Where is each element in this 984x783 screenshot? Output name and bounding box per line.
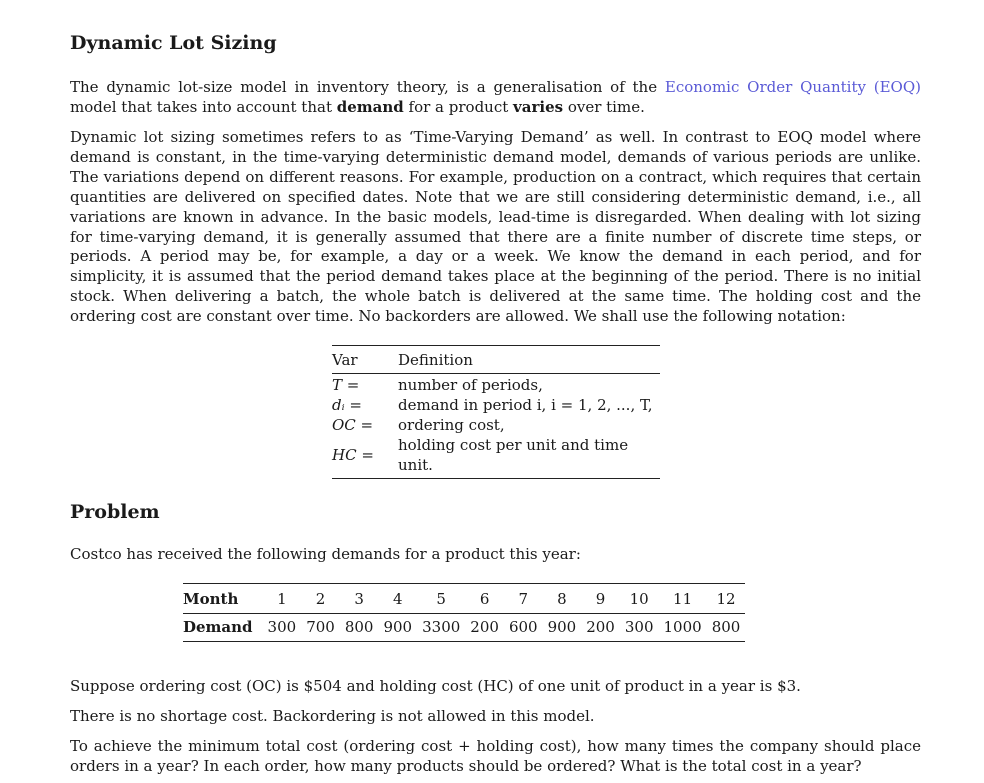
intro-paragraph: The dynamic lot-size model in inventory theory, is a generalisation of the Economic Order Quantity (EOQ) model that takes into account that demand for a product varies over time.: [70, 78, 921, 116]
section-title-dynamic-lot-sizing: Dynamic Lot Sizing: [70, 32, 277, 54]
demand-label: Demand: [183, 614, 263, 642]
notation-header-definition: Definition: [398, 346, 660, 374]
section-title-problem: Problem: [70, 501, 160, 523]
demand-cell: 3300: [417, 614, 465, 642]
demand-cell: 1000: [659, 614, 707, 642]
problem-intro: Costco has received the following demands for a product this year:: [70, 545, 581, 563]
month-cell: 6: [465, 584, 504, 614]
notation-def: holding cost per unit and time unit.: [398, 435, 660, 479]
month-cell: 12: [707, 584, 746, 614]
demand-cell: 200: [581, 614, 620, 642]
month-cell: 11: [659, 584, 707, 614]
demand-cell: 700: [301, 614, 340, 642]
month-cell: 4: [378, 584, 417, 614]
notation-var: OC =: [332, 416, 374, 434]
month-cell: 10: [620, 584, 659, 614]
notation-var: HC =: [332, 435, 398, 479]
demand-cell: 800: [707, 614, 746, 642]
month-label: Month: [183, 584, 263, 614]
demand-cell: 200: [465, 614, 504, 642]
notation-header-var: Var: [332, 346, 398, 374]
demand-cell: 900: [378, 614, 417, 642]
month-cell: 5: [417, 584, 465, 614]
demand-row: [183, 614, 745, 642]
shortage-paragraph: There is no shortage cost. Backordering is not allowed in this model.: [70, 707, 595, 725]
notation-row: [332, 395, 660, 415]
demand-cell: 300: [263, 614, 302, 642]
month-cell: 8: [543, 584, 582, 614]
notation-row: [332, 435, 660, 479]
notation-def: ordering cost,: [398, 416, 505, 434]
demand-table: [183, 583, 745, 642]
month-cell: 1: [263, 584, 302, 614]
month-cell: 3: [340, 584, 379, 614]
month-cell: 9: [581, 584, 620, 614]
costs-paragraph: Suppose ordering cost (OC) is $504 and holding cost (HC) of one unit of product in a year is $3.: [70, 677, 801, 695]
description-paragraph: Dynamic lot sizing sometimes refers to as ‘Time-Varying Demand’ as well. In contrast to EOQ model where demand is constant, in the time-varying deterministic demand model, demands of various periods are unlike. The variations depend on different reasons. For example, production on a contract, which requires that certain quantities are delivered on specified dates. Note that we are still considering deterministic demand, i.e., all variations are known in advance. In the basic models, lead-time is disregarded. When dealing with lot sizing for time-varying demand, it is generally assumed that there are a finite number of discrete time steps, or periods. A period may be, for example, a day or a week. We know the demand in each period, and for simplicity, it is assumed that the period demand takes place at the beginning of the period. There is no initial stock. When delivering a batch, the whole batch is delivered at the same time. The holding cost and the ordering cost are constant over time. No backorders are allowed. We shall use the following notation:: [70, 128, 921, 326]
month-row: [183, 584, 745, 614]
notation-row: [332, 374, 660, 396]
notation-var: dᵢ =: [332, 396, 362, 414]
demand-cell: 900: [543, 614, 582, 642]
demand-cell: 300: [620, 614, 659, 642]
eoq-link[interactable]: Economic Order Quantity (EOQ): [664, 78, 921, 96]
notation-def: demand in period i, i = 1, 2, ..., T,: [398, 396, 653, 414]
notation-def: number of periods,: [398, 376, 543, 394]
demand-cell: 600: [504, 614, 543, 642]
notation-var: T =: [332, 376, 360, 394]
demand-cell: 800: [340, 614, 379, 642]
month-cell: 2: [301, 584, 340, 614]
month-cell: 7: [504, 584, 543, 614]
question-paragraph: To achieve the minimum total cost (ordering cost + holding cost), how many times the company should place orders in a year? In each order, how many products should be ordered? What is the total cost in a year?: [70, 737, 921, 775]
notation-row: [332, 415, 660, 435]
notation-table: [332, 345, 660, 479]
